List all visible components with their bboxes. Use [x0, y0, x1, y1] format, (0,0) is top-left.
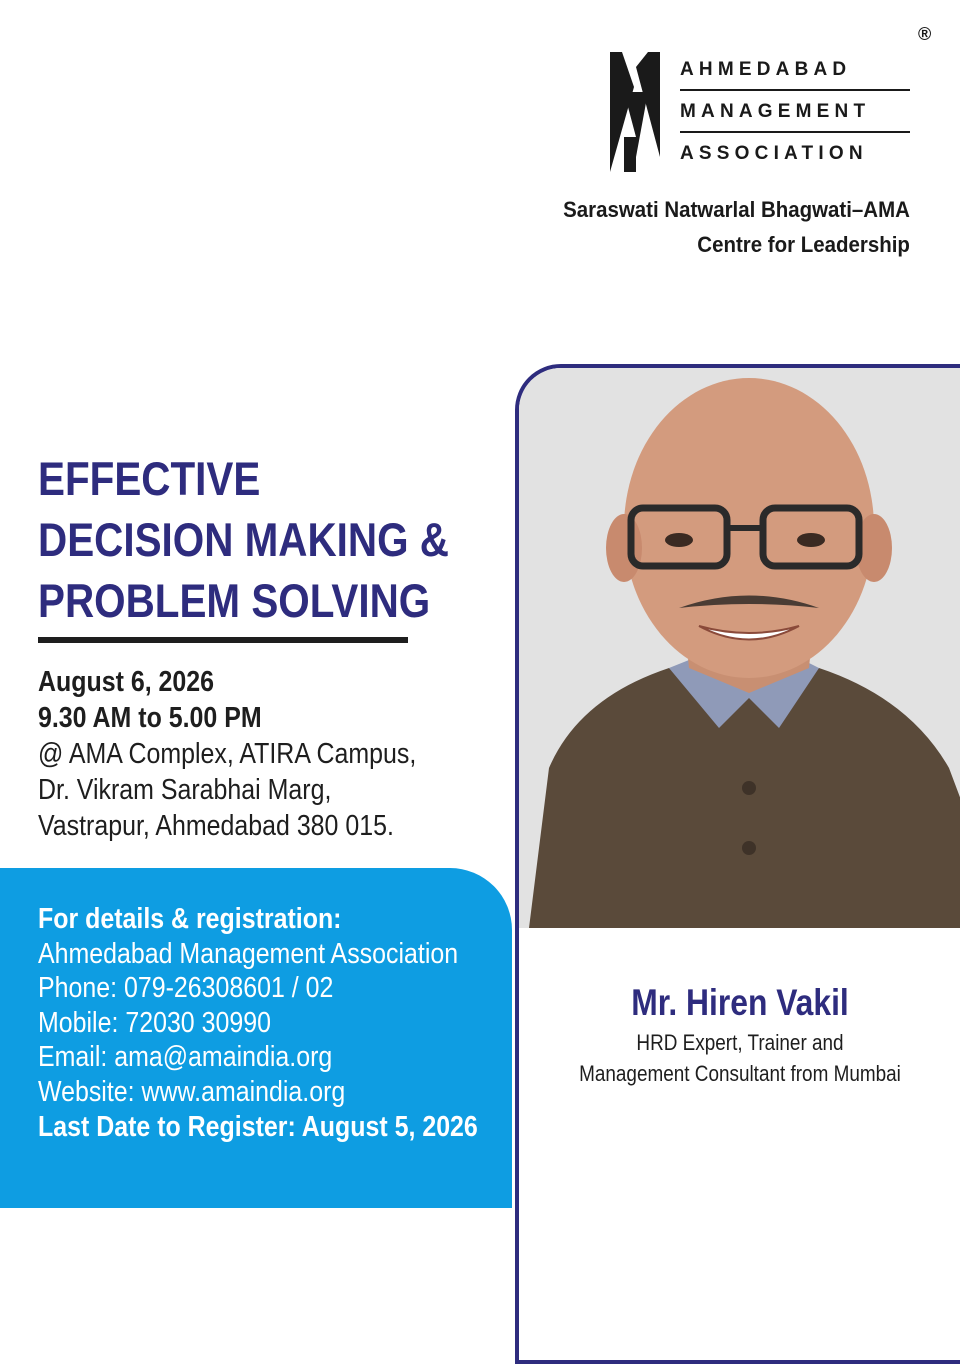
program-title-line3: PROBLEM SOLVING	[38, 574, 431, 627]
speaker-photo-frame	[515, 364, 960, 1364]
registration-email: Email: ama@amaindia.org	[38, 1041, 333, 1074]
speaker-portrait-illustration	[519, 368, 960, 928]
venue-line1: @ AMA Complex, ATIRA Campus,	[38, 738, 417, 770]
speaker-name: Mr. Hiren Vakil	[631, 982, 849, 1023]
logo-wordmark	[680, 55, 910, 169]
registration-phone: Phone: 079-26308601 / 02	[38, 972, 334, 1005]
logo-word-1: AHMEDABAD	[680, 59, 852, 80]
event-date: August 6, 2026	[38, 666, 215, 698]
centre-name-line1: Saraswati Natwarlal Bhagwati–AMA	[563, 197, 910, 222]
centre-name	[563, 192, 910, 262]
event-details	[38, 664, 451, 844]
venue-line3: Vastrapur, Ahmedabad 380 015.	[38, 810, 394, 842]
registration-website: Website: www.amaindia.org	[38, 1075, 346, 1108]
program-title-line1: EFFECTIVE	[38, 452, 261, 505]
registration-heading: For details & registration:	[38, 903, 342, 935]
registration-details	[38, 902, 520, 1144]
registered-mark: ®	[918, 24, 932, 44]
speaker-info	[520, 980, 960, 1088]
speaker-role-line2: Management Consultant from Mumbai	[579, 1061, 901, 1086]
program-title	[38, 448, 449, 631]
speaker-role-line1: HRD Expert, Trainer and	[636, 1030, 844, 1055]
registration-org: Ahmedabad Management Association	[38, 937, 459, 970]
event-time: 9.30 AM to 5.00 PM	[38, 702, 262, 734]
logo-divider	[680, 131, 910, 133]
logo-word-2: MANAGEMENT	[680, 101, 871, 122]
ama-triangles-logo-icon	[610, 47, 662, 172]
registration-mobile: Mobile: 72030 30990	[38, 1006, 271, 1039]
registration-last-date: Last Date to Register: August 5, 2026	[38, 1110, 478, 1143]
program-title-line2: DECISION MAKING &	[38, 513, 449, 566]
ama-logo	[610, 47, 910, 172]
speaker-photo	[519, 368, 960, 928]
centre-name-line2: Centre for Leadership	[697, 232, 910, 257]
logo-word-3: ASSOCIATION	[680, 143, 868, 164]
venue-line2: Dr. Vikram Sarabhai Marg,	[38, 774, 332, 806]
logo-divider	[680, 89, 910, 91]
title-divider	[38, 637, 408, 643]
